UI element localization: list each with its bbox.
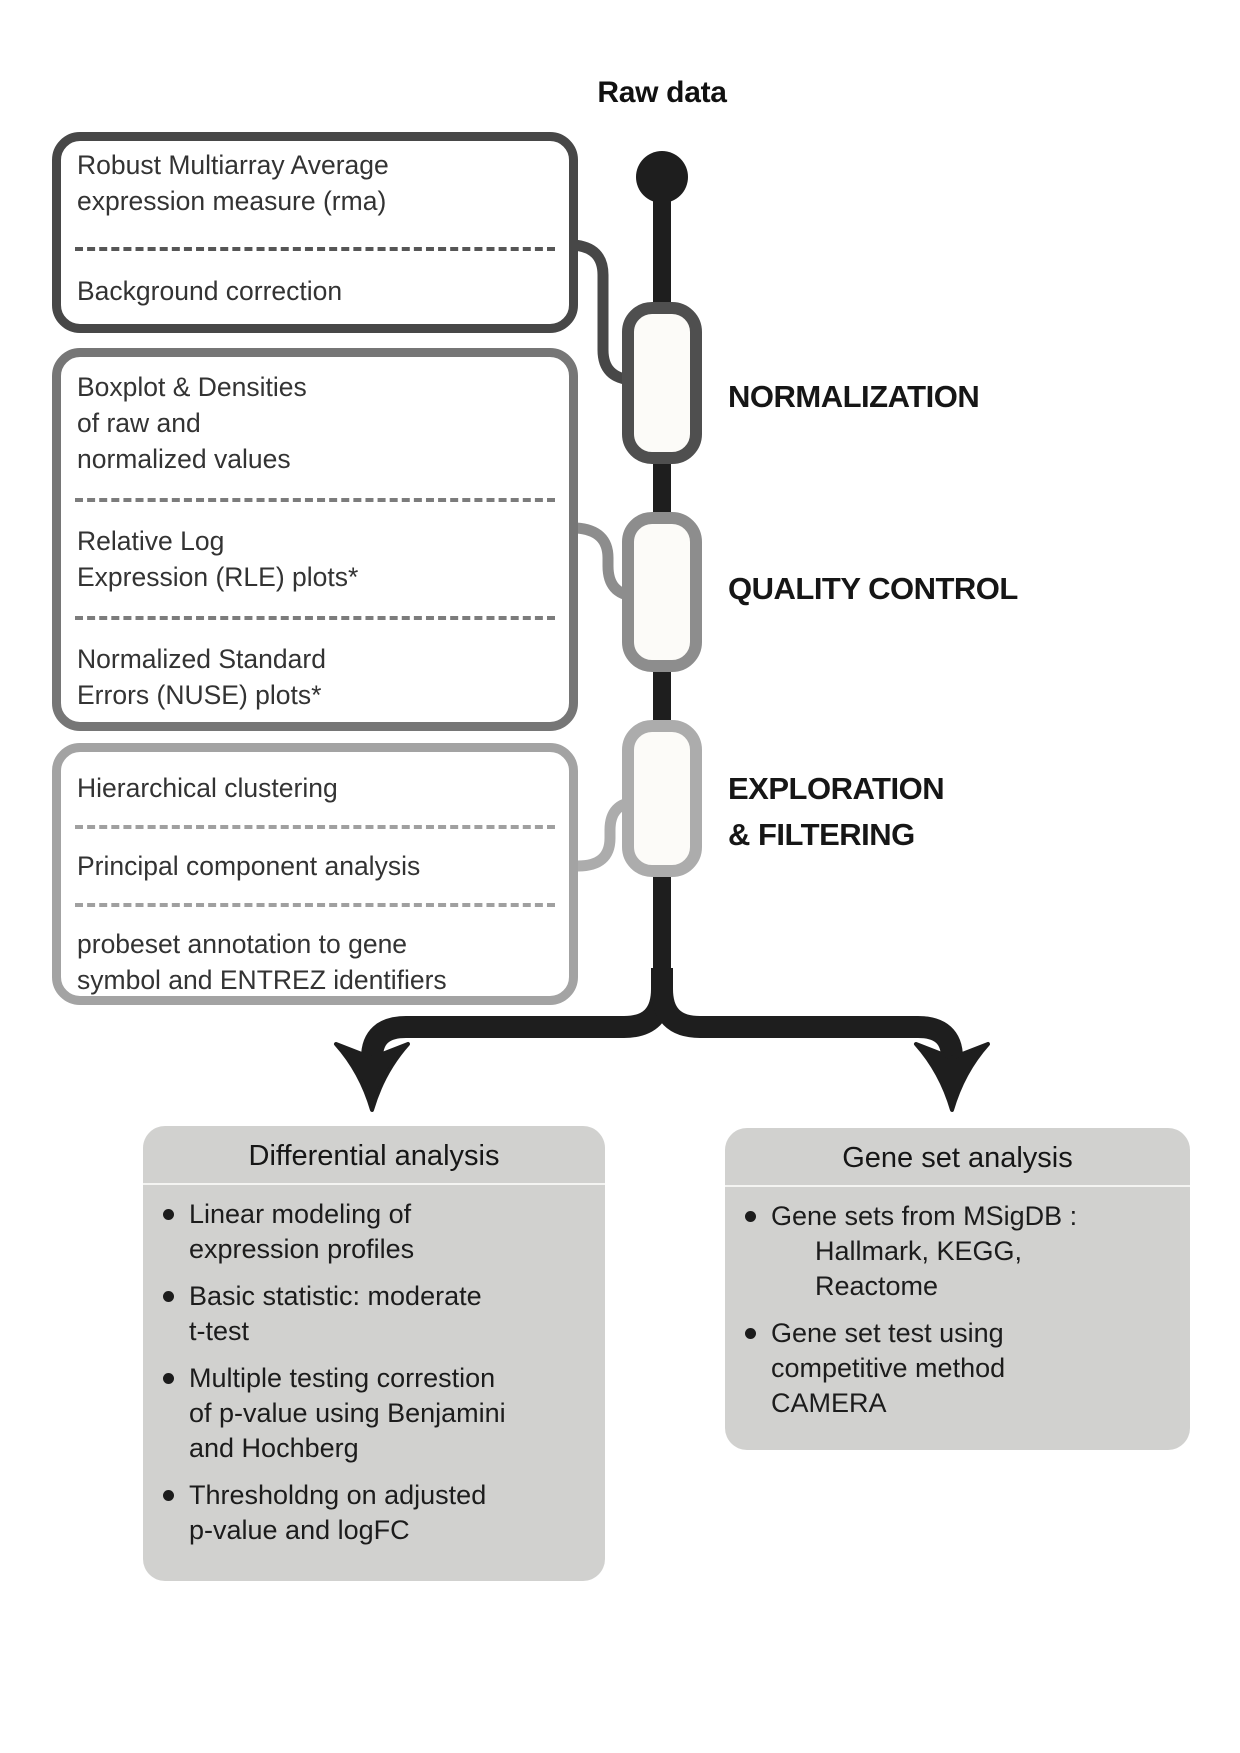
box-line: Robust Multiarray Average [77, 150, 389, 180]
bullet-line: competitive method [771, 1353, 1006, 1383]
box-line: Relative Log [77, 526, 225, 556]
stage-box-exploration [52, 743, 578, 1005]
bullet-item [157, 1361, 591, 1466]
stage-label-line: QUALITY CONTROL [728, 571, 1018, 606]
dashed-divider [75, 825, 555, 829]
box-line: Hierarchical clustering [77, 773, 338, 803]
stage-label-line: & FILTERING [728, 817, 915, 852]
stage-label-line: NORMALIZATION [728, 379, 980, 414]
dashed-divider [75, 247, 555, 251]
bullet-line: Gene sets from MSigDB : [771, 1201, 1078, 1231]
branch-right [662, 968, 952, 1062]
bullet-line: p-value and logFC [189, 1515, 410, 1545]
stage-label-line: EXPLORATION [728, 771, 945, 806]
bullet-line: Thresholdng on adjusted [189, 1480, 487, 1510]
bullet-line: t-test [189, 1316, 250, 1346]
node-exploration [628, 726, 696, 871]
result-box-title: Gene set analysis [725, 1128, 1190, 1187]
bullet-item [739, 1199, 1176, 1304]
bullet-line: Basic statistic: moderate [189, 1281, 482, 1311]
node-normalization [628, 308, 696, 458]
bullet-line: and Hochberg [189, 1433, 359, 1463]
box-line: Principal component analysis [77, 851, 421, 881]
stage-box-normalization [52, 132, 578, 333]
node-quality-control [628, 518, 696, 666]
box-line: Boxplot & Densities [77, 372, 307, 402]
stage-box-quality-control [52, 348, 578, 731]
bullet-line: CAMERA [771, 1388, 887, 1418]
bullet-line: Multiple testing correstion [189, 1363, 496, 1393]
box-line: normalized values [77, 444, 291, 474]
raw-data-label: Raw data [597, 76, 727, 109]
bullet-item [157, 1279, 591, 1349]
stage-label-normalization [728, 374, 979, 420]
bullet-line: expression profiles [189, 1234, 415, 1264]
box-line: Background correction [77, 276, 343, 306]
box-line: probeset annotation to gene [77, 929, 408, 959]
bullet-line: Reactome [815, 1271, 939, 1301]
box-line: of raw and [77, 408, 201, 438]
dashed-divider [75, 903, 555, 907]
bullet-line: Hallmark, KEGG, [815, 1236, 1023, 1266]
bullet-item [157, 1197, 591, 1267]
result-box-differential-analysis [143, 1126, 605, 1581]
stage-label-quality-control [728, 566, 1018, 612]
result-box-title: Differential analysis [143, 1126, 605, 1185]
bullet-line: Gene set test using [771, 1318, 1004, 1348]
dashed-divider [75, 498, 555, 502]
bullet-item [739, 1316, 1176, 1421]
box-line: Errors (NUSE) plots* [77, 680, 322, 710]
dashed-divider [75, 616, 555, 620]
box-line: Normalized Standard [77, 644, 326, 674]
box-line: Expression (RLE) plots* [77, 562, 359, 592]
result-box-gene-set-analysis [725, 1128, 1190, 1450]
stage-label-exploration-filtering [728, 766, 944, 858]
bullet-line: of p-value using Benjamini [189, 1398, 506, 1428]
bullet-item [157, 1478, 591, 1548]
box-line: expression measure (rma) [77, 186, 387, 216]
bullet-line: Linear modeling of [189, 1199, 412, 1229]
box-line: symbol and ENTREZ identifiers [77, 965, 447, 995]
